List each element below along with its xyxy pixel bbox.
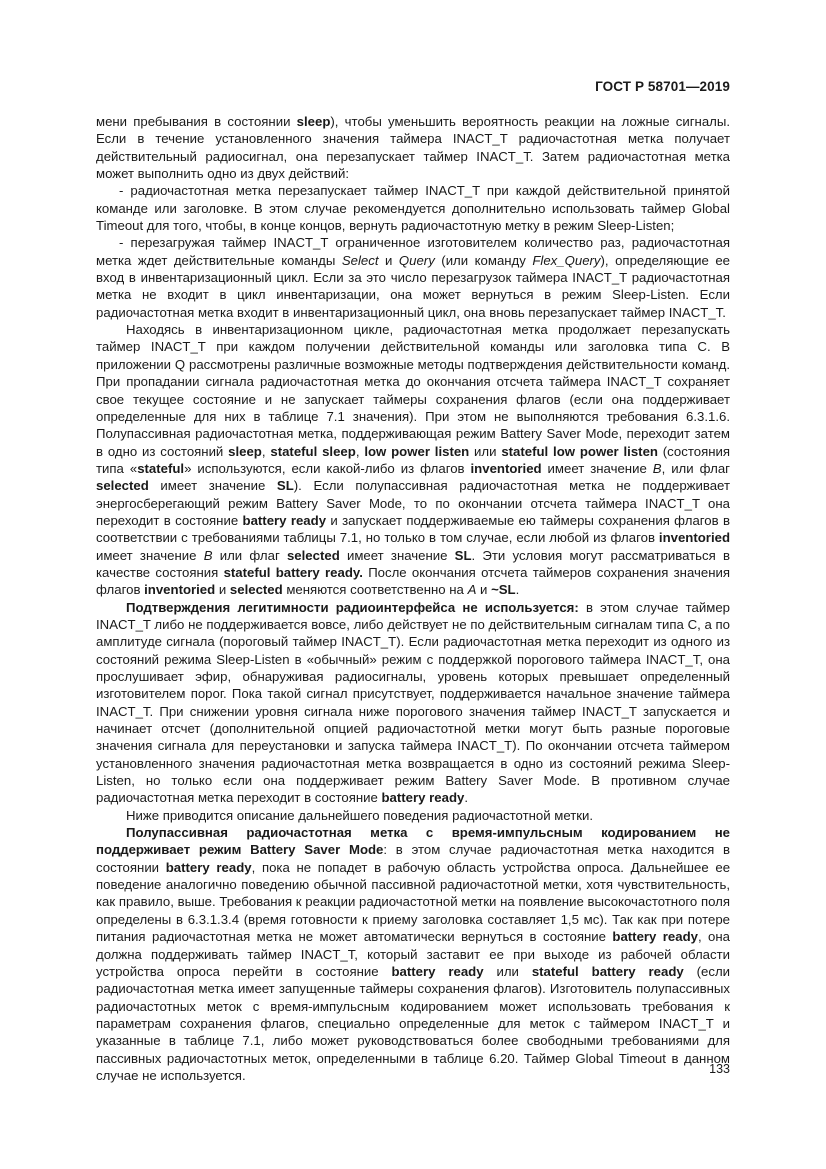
text-run: , <box>355 443 365 459</box>
bold-term: stateful <box>137 460 185 476</box>
paragraph <box>96 824 730 1084</box>
text-run: ), чтобы уменьшить вероятность реакции на ложные сигналы. Если в течение установленного значения таймера INACT_T радиочастотная метка получает действительный радиосигнал, она перезапускает таймер INACT_T. Затем радиочастотная метка может выполнить одно из двух действий: <box>96 114 730 182</box>
text-run: и <box>476 582 492 598</box>
standard-header: ГОСТ Р 58701—2019 <box>595 79 730 94</box>
list-item <box>96 234 730 321</box>
italic-term: B <box>652 460 662 476</box>
paragraph <box>96 599 730 807</box>
italic-term: Query <box>398 252 435 268</box>
bold-term: Подтверждения легитимности радиоинтерфейса не используется: <box>126 599 579 615</box>
text-run: , <box>261 443 271 459</box>
list-item <box>96 182 730 234</box>
bold-term: inventoried <box>658 530 730 546</box>
paragraph <box>96 807 730 824</box>
text-run: или <box>483 963 532 979</box>
italic-term: Flex_Query <box>532 252 601 268</box>
paragraph <box>96 321 730 599</box>
bold-term: battery ready <box>391 963 484 979</box>
text-run: и запускает поддерживаемые ею таймеры сохранения флагов в соответствии с требованиями таблицы 7.1, но только в том случае, если любой из флагов <box>96 512 730 546</box>
text-run: и <box>378 252 399 268</box>
text-run: , она должна поддерживать таймер INACT_T, который заставит ее при выходе из рабочей области устройства опроса перейти в состояние <box>96 929 730 979</box>
bold-term: ~SL <box>491 582 516 598</box>
bold-term: inventoried <box>144 582 216 598</box>
bold-term: selected <box>96 478 149 494</box>
bold-term: stateful sleep <box>270 443 356 459</box>
bold-term: stateful low power listen <box>501 443 658 459</box>
text-run: . <box>515 582 520 598</box>
page-number: 133 <box>709 1062 730 1076</box>
bold-term: Полупассивная радиочастотная метка с время-импульсным кодированием не поддерживает режим Battery Saver Mode <box>96 825 730 858</box>
text-run: , или флаг <box>661 460 730 476</box>
paragraph <box>96 113 730 182</box>
italic-term: A <box>467 582 477 598</box>
bold-term: sleep <box>296 114 331 129</box>
text-run: ). Если полупассивная радиочастотная метка не поддерживает энергосберегающий режим Battery Saver Mode, то по окончании отсчета таймера INACT_T она переходит в состояние <box>96 478 730 528</box>
bold-term: stateful battery ready <box>531 963 684 979</box>
text-run: Ниже приводится описание дальнейшего поведения радиочастотной метки. <box>126 807 594 823</box>
italic-term: B <box>203 547 213 563</box>
text-run: имеет значение <box>541 460 653 476</box>
text-run: и <box>215 582 230 598</box>
text-run: имеет значение <box>339 547 455 563</box>
text-run: имеет значение <box>96 547 204 563</box>
text-run: имеет значение <box>148 478 277 494</box>
text-run: » используются, если какой-либо из флагов <box>184 460 471 476</box>
text-run: или флаг <box>212 547 287 563</box>
bold-term: battery ready <box>381 790 465 806</box>
text-run: (состояния типа « <box>96 443 731 476</box>
text-run: , пока не попадет в рабочую область устройства опроса. Дальнейшее ее поведение аналогично поведению обычной пассивной радиочастотной метки, хотя чувствительность, как правило, выше. Требования к реакции радиочастотной метки на появление высокочастотного поля определены в 6.3.1.3.4 (время готовности к приему заголовка составляет 1,5 мс). Так как при потере питания радиочастотная метка не может автоматически вернуться в состояние <box>96 859 731 945</box>
text-run: мени пребывания в состоянии <box>96 114 297 129</box>
bold-term: stateful battery ready. <box>223 564 363 580</box>
text-run: Находясь в инвентаризационном цикле, радиочастотная метка продолжает перезапускать таймер INACT_T при каждом получении действительной команды или заголовка типа С. В приложении Q рассмотрены различные возможные методы подтверждения действительности команд. При пропадании сигнала радиочастотная метка до окончания отсчета таймера INACT_T сохраняет свое текущее состояние и не запускает таймеры сохранения флагов (если она поддерживает определенные для них в таблице 7.1 значения). При этом не выполняются требования 6.3.1.6. Полупассивная радиочастотная метка, поддерживающая режим Battery Saver Mode, переходит затем в одно из состояний <box>96 322 730 459</box>
bold-term: battery ready <box>165 859 252 875</box>
document-body <box>96 113 730 1084</box>
text-run: (или команду <box>434 252 533 268</box>
bold-term: selected <box>286 547 340 563</box>
bold-term: SL <box>276 478 294 494</box>
text-run: или <box>469 443 502 459</box>
text-run: меняются соответственно на <box>282 582 468 598</box>
bold-term: SL <box>454 547 472 563</box>
bold-term: selected <box>229 582 283 598</box>
bold-term: inventoried <box>470 460 542 476</box>
bold-term: sleep <box>228 443 262 459</box>
text-run: в этом случае таймер INACT_T либо не поддерживается вовсе, либо действует не по действительным сигналам типа С, а по амплитуде сигнала (пороговый таймер INACT_T). Если радиочастотная метка переходит из одного из состояний режима Sleep-Listen в «обычный» режим с поддержкой порогового таймера INACT_T, она прослушивает эфир, обнаруживая радиосигналы, уровень которых превышает определенный изготовителем порог. Пока такой сигнал присутствует, поддерживается начальное значение таймера INACT_T. При снижении уровня сигнала ниже порогового значения таймер INACT_T запускается и начинает отсчет (дополнительной опцией радиочастотной метки могут быть разные пороговые значения сигнала для переустановки и запуска таймера INACT_T). По окончании отсчета таймером установленного значения радиочастотная метка возвращается в одно из состояний режима Sleep-Listen, но только если она поддерживает режим Battery Saver Mode. В противном случае радиочастотная метка переходит в состояние <box>96 599 730 806</box>
italic-term: Select <box>341 252 379 268</box>
text-run: (если радиочастотная метка имеет запущенные таймеры сохранения флагов). Изготовитель полупассивных радиочастотных меток с время-импульсным кодированием может использовать требования к параметрам сохранения флагов, специально определенные для меток с таймером INACT_T и указанные в таблице 7.1, либо может руководствоваться более свободными требованиями для пассивных радиочастотных меток, определенными в таблице 6.20. Таймер Global Timeout в данном случае не используется. <box>96 963 731 1083</box>
bold-term: battery ready <box>612 929 698 945</box>
text-run: : в этом случае радиочастотная метка находится в состоянии <box>96 842 730 875</box>
text-run: . <box>464 790 468 806</box>
bold-term: low power listen <box>364 443 470 459</box>
text-run: - перезагружая таймер INACT_T ограниченное изготовителем количество раз, радиочастотная метка ждет действительные команды <box>96 235 730 268</box>
text-run: ), определяющие ее вход в инвентаризационный цикл. Если за это число перезагрузок таймера INACT_T радиочастотная метка не входит в цикл инвентаризации, она может вернуться в режим Sleep-Listen. Если радиочастотная метка входит в инвентаризационный цикл, она вновь перезапускает таймер INACT_T. <box>96 252 730 320</box>
text-run: После окончания отсчета таймеров сохранения значения флагов <box>96 564 730 598</box>
bold-term: battery ready <box>242 512 327 528</box>
text-run: . Эти условия могут рассматриваться в качестве состояния <box>96 547 730 580</box>
text-run: - радиочастотная метка перезапускает таймер INACT_T при каждой действительной принятой команде или заголовке. В этом случае рекомендуется дополнительно использовать таймер Global Timeout для того, чтобы, в конце концов, вернуть радиочастотную метку в режим Sleep-Listen; <box>96 183 730 234</box>
